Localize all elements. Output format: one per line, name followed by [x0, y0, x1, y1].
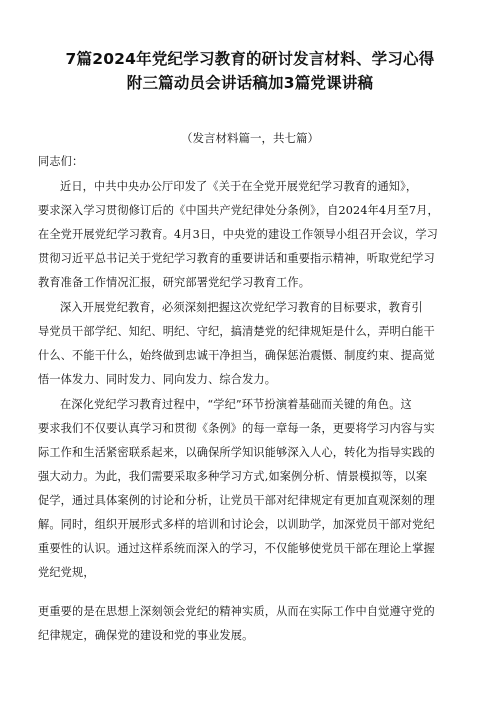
paragraph-line: 要求我们不仅要认真学习和贯彻《条例》的每一章每一条，更要将学习内容与实 [38, 422, 435, 435]
greeting: 同志们： [38, 155, 84, 168]
paragraph-line: 重要性的认识。通过这样系统而深入的学习，不仅能够使党员干部在理论上掌握 [38, 542, 435, 555]
paragraph-line: 要求深入学习贯彻修订后的《中国共产党纪律处分条例》，自2024年4月至7月， [38, 204, 439, 217]
paragraph-line: 深入开展党纪教育，必须深刻把握这次党纪学习教育的目标要求，教育引 [60, 301, 423, 314]
document-subtitle: （发言材料篇一，共七篇） [181, 131, 319, 145]
paragraph-line: 悟一体发力、同时发力、同向发力、综合发力。 [38, 373, 277, 386]
paragraph-line: 近日，中共中央办公厅印发了《关于在全党开展党纪学习教育的通知》， [60, 180, 418, 193]
paragraph-line: 什么、不能干什么，始终做到忠诚干净担当，确保惩治震慑、制度约束、提高觉 [38, 349, 435, 362]
document-title-line-1: 7篇2024年党纪学习教育的研讨发言材料、学习心得 [65, 50, 435, 68]
paragraph-line: 强大动力。为此，我们需要采取多种学习方式,如案例分析、情景模拟等，以案 [38, 470, 428, 483]
paragraph-line: 贯彻习近平总书记关于党纪学习教育的重要讲话和重要指示精神，听取党纪学习 [38, 252, 435, 265]
paragraph-line: 在深化党纪学习教育过程中，“学纪”环节扮演着基础而关键的角色。这 [60, 398, 412, 411]
paragraph-line: 教育准备工作情况汇报，研究部署党纪学习教育工作。 [38, 276, 311, 289]
paragraph-line: 纪律规定，确保党的建设和党的事业发展。 [38, 629, 254, 642]
paragraph-line: 更重要的是在思想上深刻领会党纪的精神实质，从而在实际工作中自觉遵守党的 [38, 605, 435, 618]
paragraph-line: 导党员干部学纪、知纪、明纪、守纪，搞清楚党的纪律规矩是什么，弄明白能干 [38, 325, 435, 338]
paragraph-line: 际工作和生活紧密联系起来，以确保所学知识能够深入人心，转化为指导实践的 [38, 446, 435, 459]
paragraph-line: 解。同时，组织开展形式多样的培训和讨论会，以训助学，加深党员干部对党纪 [38, 518, 435, 531]
paragraph-line: 在全党开展党纪学习教育。4月3日，中央党的建设工作领导小组召开会议，学习 [38, 228, 439, 241]
paragraph-line: 党纪党规， [38, 566, 95, 579]
document-title-line-2: 附三篇动员会讲话稿加3篇党课讲稿 [126, 74, 374, 92]
paragraph-line: 促学，通过具体案例的讨论和分析，让党员干部对纪律规定有更加直观深刻的理 [38, 494, 435, 507]
